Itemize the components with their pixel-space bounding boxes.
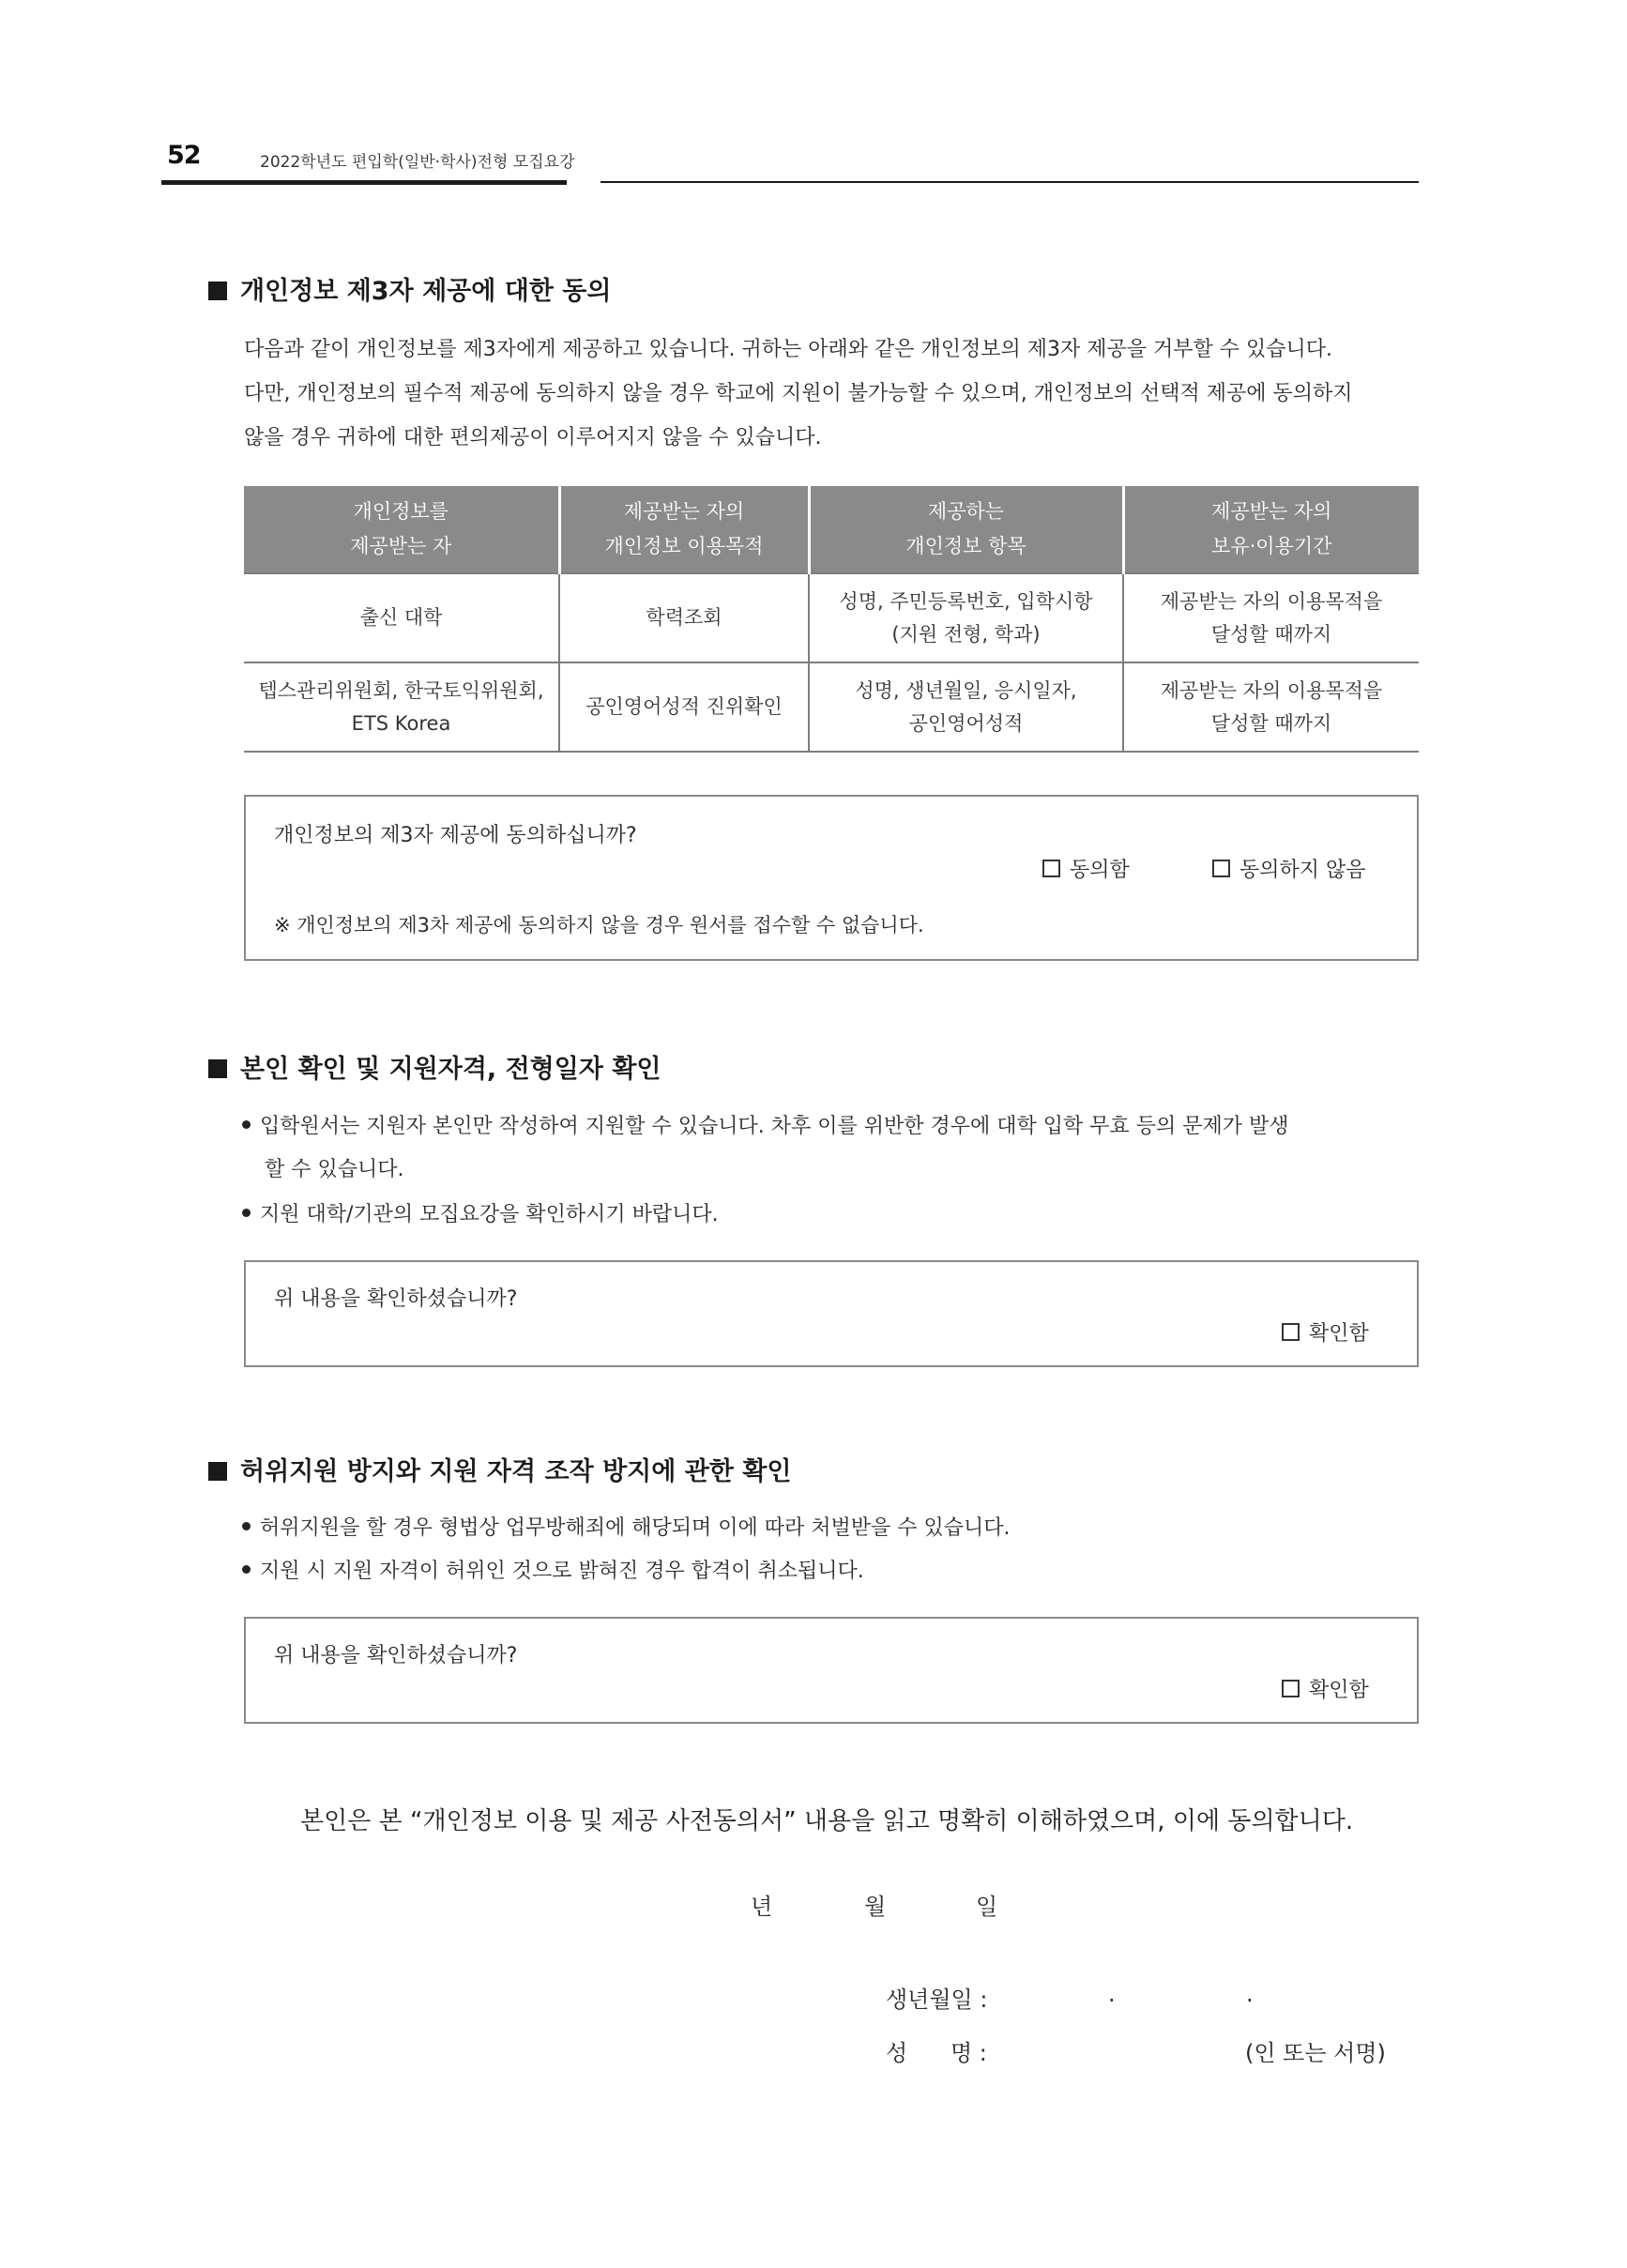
table-cell	[559, 573, 809, 662]
header-line: 제공받는 자	[350, 535, 452, 557]
cell-line: 출신 대학	[359, 606, 443, 629]
consent-question: 개인정보의 제3자 제공에 동의하십니까?	[274, 824, 637, 847]
bullet-dot-icon	[242, 1522, 251, 1530]
cell-line: 달성할 때까지	[1210, 711, 1332, 735]
date-day-label: 일	[976, 1894, 998, 1920]
cell-line: ETS Korea	[351, 711, 451, 735]
table-cell	[244, 573, 559, 662]
checkbox-square-icon[interactable]	[1282, 1680, 1300, 1697]
cell-line: 학력조회	[646, 606, 722, 629]
table-header-cell	[559, 486, 809, 573]
bullet-text: 지원 대학/기관의 모집요강을 확인하시기 바랍니다.	[260, 1203, 719, 1226]
checkbox-square-icon[interactable]	[1212, 860, 1230, 877]
cell-line: 텝스관리위원회, 한국토익위원회,	[258, 678, 544, 702]
bullet-dot-icon	[242, 1209, 251, 1217]
false-application-confirm-box	[244, 1617, 1419, 1724]
checkbox-square-icon[interactable]	[1042, 860, 1060, 877]
bullet-item	[242, 1110, 1305, 1139]
bullet-item	[242, 1555, 881, 1584]
bullet-dot-icon	[242, 1120, 251, 1129]
header-line: 제공받는 자의	[623, 500, 745, 523]
bullet-item	[242, 1198, 736, 1227]
running-title: 2022학년도 편입학(일반·학사)전형 모집요강	[260, 153, 575, 172]
consent-note: ※ 개인정보의 제3차 제공에 동의하지 않을 경우 원서를 접수할 수 없습니다.	[274, 914, 924, 936]
header-line: 보유·이용기간	[1211, 535, 1332, 557]
cell-line: 제공받는 자의 이용목적을	[1160, 678, 1383, 702]
checkbox-square-icon[interactable]	[1282, 1323, 1300, 1341]
bullet-continuation: 할 수 있습니다.	[265, 1158, 404, 1181]
birthdate-separator: .	[1108, 1981, 1116, 2007]
bullet-dot-icon	[242, 1565, 251, 1574]
page-number: 52	[167, 141, 201, 170]
header-rule-thin	[601, 181, 1419, 183]
header-line: 개인정보를	[353, 500, 449, 523]
agree-label: 동의함	[1070, 859, 1130, 882]
section-title-false-application	[208, 1451, 791, 1487]
disagree-checkbox[interactable]	[1212, 854, 1366, 883]
table-header-cell	[1123, 486, 1419, 573]
date-year-label: 년	[751, 1894, 773, 1920]
square-bullet-icon	[208, 282, 227, 300]
cell-line: 성명, 주민등록번호, 입학시항	[839, 589, 1093, 613]
header-rule-thick	[161, 180, 567, 185]
identity-confirm-box	[244, 1260, 1419, 1367]
cell-line: 공인영어성적 진위확인	[585, 695, 783, 718]
signature-note: (인 또는 서명)	[1245, 2040, 1386, 2066]
birthdate-label: 생년월일 :	[886, 1986, 988, 2013]
section-title-identity	[208, 1048, 661, 1085]
table-header-row	[244, 486, 1419, 573]
bullet-text: 허위지원을 할 경우 형법상 업무방해죄에 해당되며 이에 따라 처벌받을 수 있습니다.	[260, 1516, 1011, 1540]
header-line: 개인정보 항목	[905, 535, 1026, 557]
confirm-label: 확인함	[1309, 1322, 1369, 1346]
bullet-item	[242, 1512, 1027, 1541]
cell-line: 공인영어성적	[908, 711, 1024, 735]
cell-line: 제공받는 자의 이용목적을	[1160, 589, 1383, 613]
table-row	[244, 573, 1419, 662]
cell-line: 달성할 때까지	[1210, 622, 1332, 646]
table-cell	[809, 573, 1123, 662]
table-row	[244, 662, 1419, 752]
table-cell	[1123, 573, 1419, 662]
name-label: 성 명 :	[886, 2040, 987, 2066]
table-cell	[244, 662, 559, 752]
bullet-text: 입학원서는 지원자 본인만 작성하여 지원할 수 있습니다. 차후 이를 위반한 경우에 대학 입학 무효 등의 문제가 발생	[260, 1115, 1289, 1138]
table-header-cell	[809, 486, 1123, 573]
confirm-checkbox[interactable]	[1282, 1317, 1369, 1347]
table-cell	[559, 662, 809, 752]
date-month-label: 월	[864, 1894, 887, 1920]
intro-line: 다음과 같이 개인정보를 제3자에게 제공하고 있습니다. 귀하는 아래와 같은 개인정보의 제3자 제공을 거부할 수 있습니다.	[244, 338, 1332, 361]
confirm-question: 위 내용을 확인하셨습니까?	[274, 1644, 518, 1667]
section-title-text: 개인정보 제3자 제공에 대한 동의	[240, 277, 612, 306]
consent-statement: 본인은 본 “개인정보 이용 및 제공 사전동의서” 내용을 읽고 명확히 이해하였으며, 이에 동의합니다.	[300, 1807, 1354, 1835]
intro-line: 다만, 개인정보의 필수적 제공에 동의하지 않을 경우 학교에 지원이 불가능할 수 있으며, 개인정보의 선택적 제공에 동의하지	[244, 382, 1353, 405]
confirm-checkbox[interactable]	[1282, 1674, 1369, 1703]
table-header-cell	[244, 486, 559, 573]
square-bullet-icon	[208, 1462, 227, 1481]
agree-checkbox[interactable]	[1042, 854, 1130, 883]
cell-line: 성명, 생년월일, 응시일자,	[855, 678, 1077, 702]
table-cell	[809, 662, 1123, 752]
third-party-table	[244, 486, 1419, 753]
section-title-text: 허위지원 방지와 지원 자격 조작 방지에 관한 확인	[240, 1457, 792, 1486]
square-bullet-icon	[208, 1059, 227, 1078]
header-line: 제공받는 자의	[1211, 500, 1332, 523]
section-title-text: 본인 확인 및 지원자격, 전형일자 확인	[240, 1055, 661, 1084]
confirm-question: 위 내용을 확인하셨습니까?	[274, 1287, 518, 1311]
disagree-label: 동의하지 않음	[1239, 859, 1366, 882]
birthdate-separator: .	[1246, 1981, 1254, 2007]
confirm-label: 확인함	[1309, 1679, 1369, 1702]
table-cell	[1123, 662, 1419, 752]
cell-line: (지원 전형, 학과)	[891, 622, 1041, 646]
header-line: 제공하는	[927, 500, 1005, 523]
section-title-third-party	[208, 270, 611, 307]
bullet-text: 지원 시 지원 자격이 허위인 것으로 밝혀진 경우 합격이 취소됩니다.	[260, 1560, 864, 1583]
header-line: 개인정보 이용목적	[604, 535, 764, 557]
intro-line: 않을 경우 귀하에 대한 편의제공이 이루어지지 않을 수 있습니다.	[244, 426, 822, 449]
